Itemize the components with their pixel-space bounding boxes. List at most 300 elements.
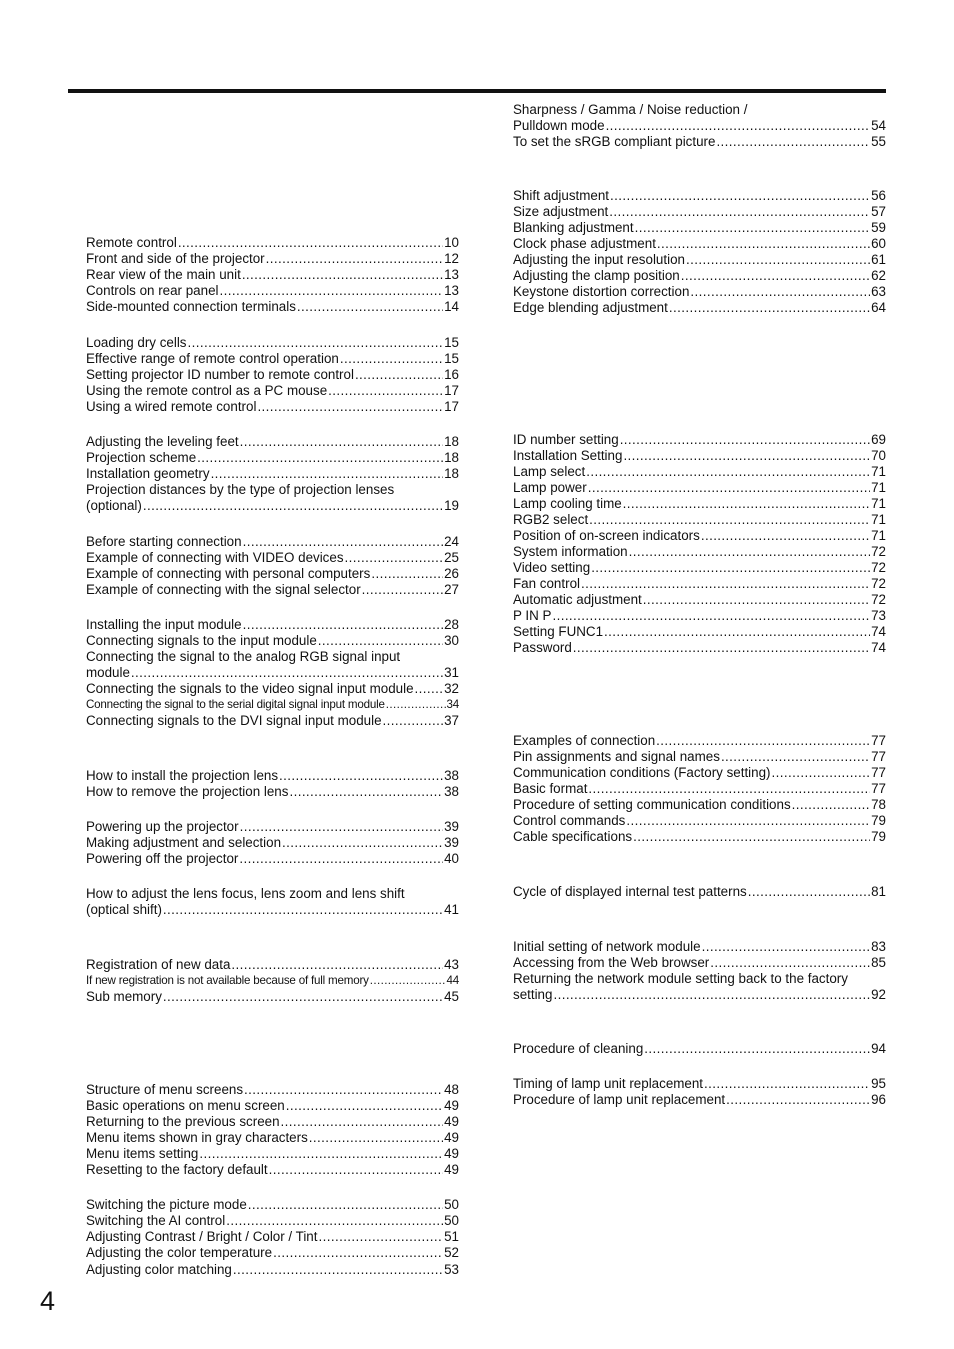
toc-dot-leader	[131, 665, 443, 681]
toc-entry-line	[86, 582, 459, 598]
toc-dot-leader	[188, 335, 444, 351]
toc-dot-leader	[588, 480, 870, 496]
toc-dot-leader	[178, 235, 443, 251]
toc-dot-leader	[629, 544, 870, 560]
toc-entry-line	[86, 819, 459, 835]
toc-entry-title: RGB2 select	[513, 512, 589, 527]
toc-entry-line	[513, 496, 886, 512]
toc-dot-leader	[644, 1041, 870, 1057]
toc-entry[interactable]	[86, 550, 459, 566]
toc-entry[interactable]	[513, 496, 886, 512]
toc-entry-title: Using a wired remote control	[86, 399, 257, 414]
toc-entry-title: If new registration is not available because of full memory	[86, 974, 369, 987]
toc-entry[interactable]	[513, 749, 886, 765]
toc-entry[interactable]	[513, 448, 886, 464]
toc-entry-page: 28	[444, 617, 459, 632]
toc-entry-line	[86, 498, 459, 514]
toc-dot-leader	[282, 835, 443, 851]
toc-entry-page: 44	[446, 974, 459, 987]
toc-entry-title: Installation Setting	[513, 448, 623, 463]
toc-entry-title: Adjusting the clamp position	[513, 268, 680, 283]
toc-entry[interactable]	[86, 434, 459, 450]
toc-entry[interactable]	[513, 640, 886, 656]
toc-entry-page: 49	[444, 1130, 459, 1145]
toc-entry-title: Lamp select	[513, 464, 586, 479]
toc-entry-line	[86, 466, 459, 482]
toc-entry-title: Making adjustment and selection	[86, 835, 282, 850]
toc-entry-title: How to adjust the lens focus, lens zoom and lens shift	[86, 886, 405, 901]
toc-entry[interactable]	[513, 576, 886, 592]
toc-entry-page: 77	[871, 765, 886, 780]
toc-dot-leader	[240, 434, 443, 450]
toc-entry-title: Edge blending adjustment	[513, 300, 668, 315]
toc-entry[interactable]	[86, 973, 459, 989]
toc-dot-leader	[586, 464, 870, 480]
toc-entry-page: 13	[444, 283, 459, 298]
toc-entry[interactable]	[86, 1229, 459, 1245]
toc-entry[interactable]	[86, 267, 459, 283]
toc-entry[interactable]	[513, 884, 886, 900]
toc-entry-title: Adjusting Contrast / Bright / Color / Tint	[86, 1229, 318, 1244]
toc-entry-line	[86, 267, 459, 283]
toc-entry[interactable]	[86, 1114, 459, 1130]
toc-entry[interactable]	[86, 697, 459, 713]
toc-entry-title: Pin assignments and signal names	[513, 749, 720, 764]
toc-dot-leader	[609, 204, 870, 220]
toc-dot-leader	[240, 819, 444, 835]
toc-dot-leader	[199, 1146, 443, 1162]
toc-entry[interactable]	[513, 592, 886, 608]
toc-dot-leader	[257, 399, 443, 415]
toc-entry-title: To set the sRGB compliant picture	[513, 134, 716, 149]
toc-entry-title: Size adjustment	[513, 204, 609, 219]
toc-entry[interactable]	[86, 582, 459, 598]
toc-entry-line	[86, 235, 459, 251]
toc-entry[interactable]	[86, 399, 459, 415]
toc-entry-page: 39	[444, 819, 459, 834]
toc-entry-line	[513, 134, 886, 150]
toc-entry-title: Menu items shown in gray characters	[86, 1130, 308, 1145]
toc-entry-line	[86, 1130, 459, 1146]
toc-entry-line	[86, 1245, 459, 1261]
toc-entry-title: Powering off the projector	[86, 851, 239, 866]
toc-dot-leader	[589, 512, 870, 528]
toc-entry-line	[86, 450, 459, 466]
toc-entry-title: Setting FUNC1	[513, 624, 604, 639]
toc-entry-line	[86, 973, 459, 989]
toc-entry-line	[513, 1092, 886, 1108]
toc-entry[interactable]	[86, 1197, 459, 1213]
toc-entry[interactable]	[86, 1130, 459, 1146]
toc-dot-leader	[633, 829, 870, 845]
toc-entry[interactable]	[86, 1162, 459, 1178]
toc-entry[interactable]	[86, 784, 459, 800]
toc-entry-page: 70	[871, 448, 886, 463]
toc-entry[interactable]	[86, 989, 459, 1005]
toc-entry-page: 71	[871, 512, 886, 527]
toc-dot-leader	[370, 973, 446, 989]
toc-entry[interactable]	[513, 781, 886, 797]
toc-entry-line	[513, 300, 886, 316]
toc-entry-title: System information	[513, 544, 628, 559]
toc-entry[interactable]	[513, 1076, 886, 1092]
toc-entry-line	[86, 1162, 459, 1178]
toc-entry-title: Cable specifications	[513, 829, 633, 844]
toc-entry-page: 18	[444, 466, 459, 481]
toc-entry-page: 49	[444, 1146, 459, 1161]
toc-entry-title: How to remove the projection lens	[86, 784, 289, 799]
toc-entry-title: Adjusting the input resolution	[513, 252, 685, 267]
toc-entry-title: (optical shift)	[86, 902, 162, 917]
toc-entry-line	[86, 784, 459, 800]
toc-entry-title: Registration of new data	[86, 957, 231, 972]
toc-entry-page: 62	[871, 268, 886, 283]
toc-dot-leader	[591, 560, 870, 576]
toc-entry-page: 72	[871, 576, 886, 591]
toc-entry[interactable]	[513, 608, 886, 624]
toc-entry-line	[86, 383, 459, 399]
toc-entry[interactable]	[86, 835, 459, 851]
toc-entry-line	[86, 299, 459, 315]
toc-entry-page: 79	[871, 813, 886, 828]
toc-dot-leader	[340, 351, 443, 367]
toc-entry-page: 94	[871, 1041, 886, 1056]
toc-entry[interactable]	[513, 1041, 886, 1057]
toc-entry-page: 15	[444, 335, 459, 350]
toc-entry-page: 18	[444, 434, 459, 449]
toc-entry[interactable]	[86, 466, 459, 482]
toc-dot-leader	[355, 367, 443, 383]
toc-entry-title: ID number setting	[513, 432, 619, 447]
toc-entry[interactable]	[513, 464, 886, 480]
toc-entry-page: 56	[871, 188, 886, 203]
toc-dot-leader	[383, 713, 444, 729]
toc-entry[interactable]	[513, 236, 886, 252]
toc-dot-leader	[623, 448, 870, 464]
toc-entry[interactable]	[513, 204, 886, 220]
toc-dot-leader	[243, 617, 444, 633]
toc-dot-leader	[163, 989, 443, 1005]
toc-entry-page: 63	[871, 284, 886, 299]
toc-entry[interactable]	[86, 335, 459, 351]
toc-entry-line	[513, 797, 886, 813]
toc-entry[interactable]	[86, 1245, 459, 1261]
toc-dot-leader	[345, 550, 444, 566]
toc-entry-page: 69	[871, 432, 886, 447]
toc-dot-leader	[657, 236, 870, 252]
toc-entry-title: Position of on-screen indicators	[513, 528, 700, 543]
toc-entry-line	[513, 544, 886, 560]
toc-entry-title: How to install the projection lens	[86, 768, 279, 783]
toc-dot-leader	[297, 299, 443, 315]
toc-entry-title: Examples of connection	[513, 733, 656, 748]
toc-entry-title: Controls on rear panel	[86, 283, 219, 298]
toc-entry[interactable]	[86, 283, 459, 299]
toc-entry-line	[86, 1213, 459, 1229]
toc-dot-leader	[273, 1245, 443, 1261]
toc-entry-page: 55	[871, 134, 886, 149]
toc-entry-title: Installing the input module	[86, 617, 242, 632]
toc-entry[interactable]	[513, 955, 886, 971]
toc-entry-page: 34	[446, 698, 459, 711]
toc-dot-leader	[281, 1114, 444, 1130]
toc-entry-line	[513, 252, 886, 268]
toc-entry-line	[86, 649, 459, 665]
toc-entry[interactable]	[86, 351, 459, 367]
toc-entry-page: 24	[444, 534, 459, 549]
toc-entry-title: Returning the network module setting back to the factory	[513, 971, 848, 986]
toc-entry[interactable]	[513, 284, 886, 300]
toc-entry-line	[513, 448, 886, 464]
toc-entry[interactable]	[513, 300, 886, 316]
toc-entry[interactable]	[513, 813, 886, 829]
toc-dot-leader	[606, 118, 871, 134]
toc-entry-page: 49	[444, 1114, 459, 1129]
toc-entry-line	[513, 608, 886, 624]
toc-entry-line	[86, 1082, 459, 1098]
toc-entry-line	[86, 1146, 459, 1162]
toc-entry[interactable]	[513, 102, 886, 134]
toc-entry-line	[513, 781, 886, 797]
toc-entry[interactable]	[513, 971, 886, 1003]
toc-entry[interactable]	[513, 797, 886, 813]
toc-entry-line	[513, 204, 886, 220]
toc-dot-leader	[704, 1076, 870, 1092]
toc-entry-page: 52	[444, 1245, 459, 1260]
toc-dot-leader	[244, 1082, 443, 1098]
toc-entry-page: 49	[444, 1162, 459, 1177]
toc-entry-page: 51	[444, 1229, 459, 1244]
toc-dot-leader	[669, 300, 870, 316]
toc-entry-line	[513, 829, 886, 845]
toc-dot-leader	[318, 633, 443, 649]
toc-entry-line	[86, 633, 459, 649]
toc-entry-page: 37	[444, 713, 459, 728]
toc-entry-title: setting	[513, 987, 553, 1002]
toc-entry-line	[513, 236, 886, 252]
page-number: 4	[40, 1286, 56, 1316]
toc-dot-leader	[581, 576, 870, 592]
toc-entry-page: 92	[871, 987, 886, 1002]
toc-entry[interactable]	[513, 512, 886, 528]
toc-entry[interactable]	[86, 1082, 459, 1098]
toc-dot-leader	[604, 624, 870, 640]
toc-entry[interactable]	[86, 299, 459, 315]
toc-entry-title: Using the remote control as a PC mouse	[86, 383, 328, 398]
toc-dot-leader	[220, 283, 444, 299]
toc-entry-title: Effective range of remote control operation	[86, 351, 339, 366]
toc-dot-leader	[233, 1262, 443, 1278]
toc-entry-line	[86, 283, 459, 299]
toc-entry-page: 13	[444, 267, 459, 282]
toc-entry-line	[513, 1076, 886, 1092]
toc-dot-leader	[386, 697, 446, 713]
toc-entry[interactable]	[86, 534, 459, 550]
toc-entry-line	[513, 432, 886, 448]
toc-entry-line	[86, 1098, 459, 1114]
toc-entry-line	[513, 284, 886, 300]
toc-dot-leader	[792, 797, 870, 813]
toc-dot-leader	[686, 252, 870, 268]
toc-dot-leader	[286, 1098, 443, 1114]
toc-entry-page: 77	[871, 781, 886, 796]
toc-entry-title: Clock phase adjustment	[513, 236, 656, 251]
toc-entry-page: 78	[871, 797, 886, 812]
toc-entry-title: Keystone distortion correction	[513, 284, 690, 299]
toc-entry[interactable]	[86, 681, 459, 697]
toc-entry[interactable]	[513, 528, 886, 544]
toc-entry[interactable]	[513, 432, 886, 448]
toc-entry[interactable]	[513, 220, 886, 236]
toc-entry[interactable]	[513, 188, 886, 204]
toc-entry[interactable]	[513, 268, 886, 284]
toc-entry-line	[513, 1041, 886, 1057]
toc-entry-title: Example of connecting with personal computers	[86, 566, 371, 581]
toc-dot-leader	[710, 955, 870, 971]
toc-entry-page: 17	[444, 399, 459, 414]
toc-entry-line	[86, 835, 459, 851]
toc-entry-line	[86, 989, 459, 1005]
toc-entry-title: Accessing from the Web browser	[513, 955, 710, 970]
toc-entry[interactable]	[86, 957, 459, 973]
toc-dot-leader	[248, 1197, 443, 1213]
toc-entry[interactable]	[513, 252, 886, 268]
toc-entry[interactable]	[86, 383, 459, 399]
toc-entry-title: Returning to the previous screen	[86, 1114, 280, 1129]
toc-entry-line	[86, 434, 459, 450]
toc-dot-leader	[656, 733, 870, 749]
toc-dot-leader	[328, 383, 443, 399]
toc-entry[interactable]	[86, 566, 459, 582]
toc-entry-title: Front and side of the projector	[86, 251, 265, 266]
toc-entry[interactable]	[513, 560, 886, 576]
toc-dot-leader	[626, 813, 870, 829]
toc-entry-line	[86, 713, 459, 729]
toc-entry-line	[86, 1229, 459, 1245]
toc-entry-line	[513, 268, 886, 284]
toc-entry-line	[86, 768, 459, 784]
toc-entry[interactable]	[86, 768, 459, 784]
toc-entry-title: Switching the AI control	[86, 1213, 226, 1228]
toc-entry-page: 83	[871, 939, 886, 954]
toc-entry-line	[513, 188, 886, 204]
toc-entry[interactable]	[86, 1098, 459, 1114]
toc-entry[interactable]	[86, 1146, 459, 1162]
toc-entry-page: 14	[444, 299, 459, 314]
toc-entry-page: 71	[871, 480, 886, 495]
toc-entry[interactable]	[86, 819, 459, 835]
toc-entry-title: Connecting the signal to the serial digital signal input module	[86, 698, 385, 711]
toc-entry[interactable]	[86, 617, 459, 633]
toc-entry-title: Loading dry cells	[86, 335, 187, 350]
toc-entry-page: 73	[871, 608, 886, 623]
toc-entry[interactable]	[86, 251, 459, 267]
toc-entry-line	[513, 464, 886, 480]
toc-entry-page: 38	[444, 768, 459, 783]
toc-entry-title: Side-mounted connection terminals	[86, 299, 296, 314]
toc-entry[interactable]	[513, 1092, 886, 1108]
toc-entry-page: 45	[444, 989, 459, 1004]
toc-entry[interactable]	[513, 939, 886, 955]
toc-entry[interactable]	[513, 829, 886, 845]
toc-entry-page: 49	[444, 1098, 459, 1113]
toc-entry-title: Timing of lamp unit replacement	[513, 1076, 704, 1091]
toc-entry-line	[86, 665, 459, 681]
toc-entry[interactable]	[513, 480, 886, 496]
toc-entry-page: 17	[444, 383, 459, 398]
toc-entry[interactable]	[86, 367, 459, 383]
toc-entry-title: Adjusting the leveling feet	[86, 434, 239, 449]
toc-entry-title: Sub memory	[86, 989, 162, 1004]
toc-entry-line	[86, 566, 459, 582]
toc-entry-title: Fan control	[513, 576, 580, 591]
toc-entry-title: Connecting the signal to the analog RGB signal input	[86, 649, 401, 664]
toc-dot-leader	[623, 496, 870, 512]
toc-entry-line	[86, 957, 459, 973]
toc-entry-page: 16	[444, 367, 459, 382]
toc-dot-leader	[702, 939, 871, 955]
toc-entry-title: Adjusting color matching	[86, 1262, 232, 1277]
toc-entry[interactable]	[86, 1213, 459, 1229]
toc-entry[interactable]	[86, 851, 459, 867]
toc-entry[interactable]	[86, 450, 459, 466]
toc-entry-line	[513, 749, 886, 765]
toc-entry-line	[86, 534, 459, 550]
toc-entry-page: 61	[871, 252, 886, 267]
toc-entry[interactable]	[86, 482, 459, 514]
toc-entry[interactable]	[513, 134, 886, 150]
toc-entry-page: 59	[871, 220, 886, 235]
toc-entry-line	[86, 902, 459, 918]
toc-entry[interactable]	[86, 713, 459, 729]
toc-entry-line	[513, 971, 886, 987]
toc-entry-title: Password	[513, 640, 572, 655]
toc-dot-leader	[588, 781, 870, 797]
toc-entry-line	[513, 640, 886, 656]
toc-entry[interactable]	[513, 765, 886, 781]
toc-dot-leader	[143, 498, 443, 514]
toc-dot-leader	[211, 466, 444, 482]
toc-entry-page: 96	[871, 1092, 886, 1107]
toc-entry-title: Menu items setting	[86, 1146, 199, 1161]
toc-entry-title: Connecting signals to the DVI signal input module	[86, 713, 382, 728]
toc-entry-page: 74	[871, 624, 886, 639]
toc-entry-page: 85	[871, 955, 886, 970]
toc-entry[interactable]	[513, 733, 886, 749]
toc-entry[interactable]	[513, 624, 886, 640]
toc-entry-title: Procedure of lamp unit replacement	[513, 1092, 726, 1107]
header-rule	[68, 89, 886, 93]
toc-entry-page: 54	[871, 118, 886, 133]
toc-entry[interactable]	[86, 235, 459, 251]
toc-entry-page: 31	[444, 665, 459, 680]
toc-entry-line	[513, 733, 886, 749]
toc-entry-line	[513, 813, 886, 829]
toc-entry[interactable]	[86, 633, 459, 649]
toc-entry-title: Shift adjustment	[513, 188, 610, 203]
toc-entry[interactable]	[86, 1262, 459, 1278]
toc-entry[interactable]	[86, 886, 459, 918]
toc-entry-title: Resetting to the factory default	[86, 1162, 268, 1177]
toc-entry-line	[513, 592, 886, 608]
toc-entry-page: 32	[444, 681, 459, 696]
toc-dot-leader	[289, 784, 443, 800]
toc-entry-line	[513, 512, 886, 528]
toc-entry[interactable]	[513, 544, 886, 560]
toc-entry-title: Procedure of cleaning	[513, 1041, 644, 1056]
toc-entry-line	[513, 220, 886, 236]
toc-entry[interactable]	[86, 649, 459, 681]
